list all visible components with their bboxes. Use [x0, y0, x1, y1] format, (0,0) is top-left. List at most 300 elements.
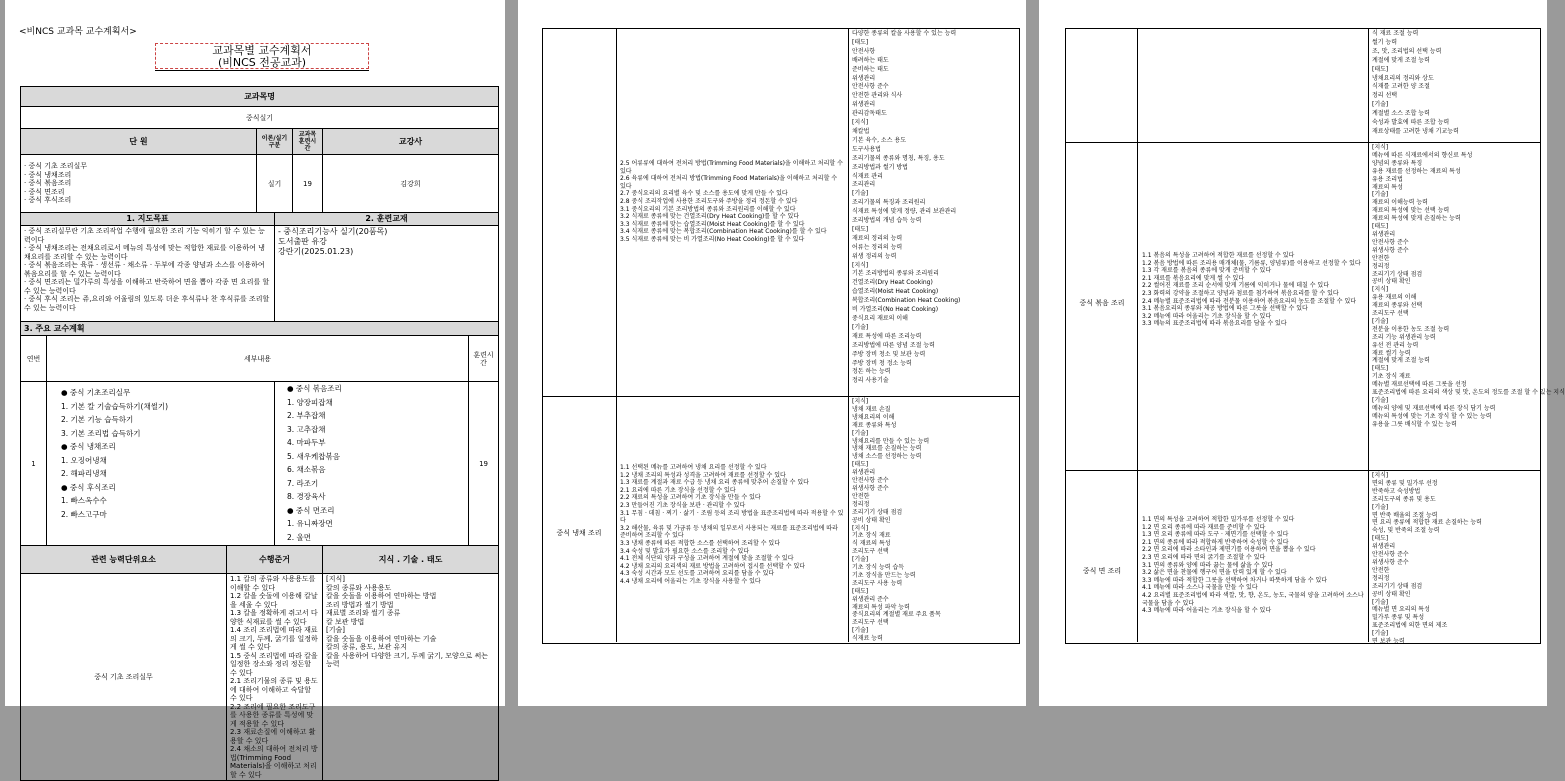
list-item: 식재료 능력: [852, 635, 883, 643]
col-ksa: 지식 . 기술 . 태도: [323, 546, 499, 574]
list-item: 유용 조리법: [1372, 175, 1403, 183]
list-item: 도구사용법: [852, 145, 881, 153]
list-item: 조, 맛, 조리법의 선택 능력: [1372, 47, 1442, 55]
list-item: 밀가루 종류 및 특성: [1372, 614, 1425, 622]
ksa-cell: [323, 574, 499, 781]
list-item: 계절별 소스 조합 능력: [1372, 110, 1430, 118]
list-item: [기술]: [326, 626, 345, 634]
list-item: ● 중식 기초조리실무: [61, 388, 131, 397]
list-item: [지식]: [852, 261, 869, 269]
list-item: 4. 마파두부: [287, 438, 326, 447]
list-item: 2.3 면 요리에 따라 면의 굵기를 조절할 수 있다: [1142, 553, 1266, 561]
list-item: 안전사항 준수: [1372, 551, 1409, 559]
page-1: [5, 0, 505, 779]
col-type: 이론/실기 구분: [257, 129, 293, 155]
list-item: 안전한: [1372, 254, 1390, 262]
list-item: · 중식 면조리: [24, 187, 65, 196]
list-item: 식 재료 조절 능력: [1372, 30, 1419, 37]
p2-top-criteria: [620, 160, 844, 244]
list-item: 2.2 썰어진 재료를 조리 순서에 맞게 기름에 익히거나 물에 데칠 수 있다: [1142, 282, 1330, 290]
p2-top-ksa: [852, 30, 1016, 386]
page3-col-divider-1: [1137, 28, 1138, 642]
criteria-list: [230, 575, 319, 779]
list-item: 안전한: [1372, 566, 1390, 574]
list-item: 2. 기본 기능 습득하기: [61, 415, 134, 424]
list-item: 메뉴별 재료선택에 따른 그릇을 선정: [1372, 381, 1467, 389]
plan-header: 3. 주요 교수계획: [21, 322, 499, 336]
list-item: 1. 오징어냉채: [61, 455, 107, 465]
list-item: 1.5 중식 조리법에 따라 칼을 일정한 장소와 정리 정돈할 수 있다: [230, 651, 318, 677]
list-item: 면 보관 능력: [1372, 638, 1405, 646]
content-left: [47, 382, 275, 546]
list-item: 2.7 중식요리의 요리별 육수 및 소스를 용도에 맞게 만들 수 있다: [620, 190, 788, 198]
list-item: [기술]: [1372, 317, 1389, 325]
list-item: [태도]: [852, 225, 869, 233]
list-item: 2.6 육류에 대하여 전처리 방법(Trimming Food Materials)을 이해하고 처리할 수 있다: [620, 175, 838, 190]
list-item: 냉채 재료를 손질하는 능력: [852, 445, 922, 453]
list-item: 조리기물의 종류와 명칭, 특징, 용도: [852, 154, 945, 162]
goal-list: [24, 227, 271, 312]
list-item: 1. 빠스옥수수: [61, 496, 107, 505]
list-item: 표준조리법에 따른 요리의 색상 및 맛, 온도의 정도를 조절 할 수 있는 지식: [1372, 389, 1565, 397]
list-item: 메뉴에 따른 식재료에서의 향신료 특성: [1372, 151, 1473, 159]
page-2: [518, 0, 1026, 706]
list-item: 3.1 무침 · 데침 · 찌기 · 삶기 · 조림 등의 조리 방법을 표준조리법에 따라 적용할 수 있다: [620, 509, 844, 525]
title-underline: [155, 70, 369, 71]
list-item: 중식요리의 계절별 재료 주요 품목: [852, 611, 941, 619]
p2-bottom-label: 중식 냉채 조리: [556, 529, 602, 537]
page-title: [155, 43, 369, 69]
list-item: 위생 정리의 능력: [852, 252, 897, 260]
page3-row-divider-1: [1065, 142, 1540, 143]
list-item: 기초 장식 능력 습득: [852, 564, 905, 572]
list-item: 재료의 특성 파악 능력: [852, 603, 910, 611]
p3-mid-label: 중식 볶음 조리: [1079, 299, 1125, 307]
list-item: 전분을 이용한 농도 조절 능력: [1372, 325, 1450, 333]
criteria-cell: [227, 574, 323, 781]
content-left-list: [61, 386, 271, 521]
list-item: [기술]: [852, 556, 869, 564]
list-item: 3.5 식재료 종류에 맞는 비 가열조리(No Heat Cooking)를 할 수 있다: [620, 235, 805, 243]
list-item: 위생사항 준수: [1372, 558, 1409, 566]
list-item: [지식]: [852, 524, 869, 532]
title-line-1: 교과목별 교수계획서: [212, 44, 312, 57]
list-item: 4.3 숙성 시간과 모도 선도를 고려하여 요리를 담을 수 있다: [620, 570, 775, 578]
list-item: 조리방법과 썰기 방법: [852, 163, 908, 171]
list-item: 조리도구 선택: [852, 548, 889, 556]
list-item: 재료상태를 고려한 냉채 기교능력: [1372, 127, 1459, 135]
list-item: 3.1 중식요리의 기본 조리방법의 종류와 조리원리를 이해할 수 있다: [620, 205, 796, 213]
list-item: 공비 상태 확인: [1372, 590, 1411, 598]
list-item: 반죽하고 숙성방법: [1372, 487, 1421, 495]
list-item: 3.3 식재료 종류에 맞는 습열조리(Moist Heat Cooking)를 할 수 있다: [620, 220, 805, 228]
list-item: 3. 기본 조리법 습득하기: [61, 428, 141, 438]
row-no: 1: [21, 382, 47, 546]
list-item: 조리 방법과 썰기 방법: [326, 600, 394, 609]
list-item: 1.1 볶음의 특성을 고려하여 적합한 재료를 선정할 수 있다: [1142, 252, 1295, 259]
list-item: 식재료 특성에 맞게 정량, 관리 보관관리: [852, 208, 957, 216]
list-item: 표준조리법에 의한 면의 제조: [1372, 622, 1448, 630]
list-item: 1.1 면의 특성을 고려하여 적합한 밀가루를 선정할 수 있다: [1142, 516, 1295, 523]
page-3: [1039, 0, 1565, 706]
p3-mid-criteria: [1142, 252, 1364, 328]
col-time: 훈련시간: [469, 336, 499, 382]
list-item: 안전한: [852, 492, 870, 500]
row-time: 19: [469, 382, 499, 546]
list-item: 2.2 재료의 특성을 고려하여 기초 장식을 만들 수 있다: [620, 494, 761, 502]
list-item: 1.3 칼을 정확하게 쥐고서 다양한 식재료를 썰 수 있다: [230, 609, 318, 626]
list-item: 1. 기본 칼 기술습득하기(채썰기): [61, 401, 169, 411]
list-item: 유용을 그릇 배식할 수 있는 능력: [1372, 420, 1457, 428]
list-item: 재료의 특성: [1372, 183, 1403, 191]
list-item: 안전사항: [852, 47, 876, 55]
list-item: 위생관리: [852, 101, 876, 109]
list-item: 재료 종류와 특성: [852, 421, 897, 429]
list-item: 2. 빠스고구마: [61, 509, 107, 519]
list-item: 계절에 맞게 조절 능력: [1372, 357, 1430, 365]
list-item: 습열조리(Moist Heat Cooking): [852, 288, 939, 296]
list-item: 2. 부추잡채: [287, 411, 326, 420]
list-item: 조리도구의 종류 및 용도: [1372, 495, 1436, 503]
list-item: 정돈 하는 능력: [852, 368, 891, 376]
list-item: ● 중식 면조리: [287, 505, 335, 515]
list-item: 2.5 어류류에 대하여 전처리 방법(Trimming Food Materials)을 이해하고 처리할 수 있다: [620, 160, 843, 175]
subject-header: 교과목명: [21, 87, 499, 107]
type-value: 실기: [257, 155, 293, 213]
list-item: 2.1 면의 종류에 따라 적합하게 반죽하여 숙성할 수 있다: [1142, 538, 1289, 546]
list-item: 배려하는 태도: [852, 56, 889, 64]
list-item: · 중식 조리실무란 기초 조리작업 수행에 필요한 조리 기능 익히기 할 수 있는 능력이다: [24, 227, 265, 244]
list-item: ● 중식 볶음조리: [287, 384, 342, 393]
list-item: 재료별 조리와 썰기 종류: [326, 609, 401, 617]
list-item: 3.2 메뉴에 따라 어울리는 기초 장식을 할 수 있다: [1142, 312, 1272, 320]
list-item: 2.1 조리기물의 종류 및 용도에 대하여 이해하고 숙달할 수 있다: [230, 677, 318, 702]
list-item: 준비하는 태도: [852, 65, 889, 73]
list-item: 다양한 종류의 칼을 사용할 수 있는 능력: [852, 30, 957, 37]
list-item: 조리도구 선택: [1372, 310, 1409, 318]
list-item: [태도]: [1372, 223, 1389, 231]
list-item: 식 재료의 특성: [852, 540, 891, 548]
p3-top-ksa: [1372, 30, 1536, 137]
col-hours: 교과목 훈련시간: [293, 129, 323, 155]
list-item: 재료의 이해능력 능력: [1372, 199, 1428, 207]
materials-header: 2. 훈련교재: [275, 213, 499, 226]
p3-bot-ksa: [1372, 472, 1536, 646]
list-item: [태도]: [852, 461, 869, 469]
list-item: 3.3 냉채 종류에 따른 적합한 소스를 선택하여 조리할 수 있다: [620, 539, 781, 547]
list-item: 안전사항 준수: [852, 477, 889, 485]
list-item: 2.1 요리에 따른 기초 장식을 선정할 수 있다: [620, 486, 736, 494]
col-no: 연번: [21, 336, 47, 382]
list-item: 공비 상태 확인: [852, 516, 891, 524]
list-item: 4.2 냉채 요리의 요리색의 재료 방법을 고려하여 접시를 선택할 수 있다: [620, 562, 806, 570]
list-item: 기초 장식 재료: [1372, 373, 1411, 381]
list-item: 2.4 채소의 대하여 전처리 방법(Trimming Food Materials)을 이해하고 처리할 수 있다: [230, 745, 318, 779]
list-item: 중식요리 재료의 이해: [852, 315, 908, 322]
list-item: 냉채 재료 손질: [852, 405, 891, 413]
list-item: 재료의 종류와 선택: [1372, 302, 1423, 310]
list-item: 위생관리: [1372, 543, 1396, 551]
title-line-2: (비NCS 전공교과): [217, 56, 307, 69]
list-item: 위생관리: [852, 74, 876, 82]
list-item: 3.3 메뉴의 표준조리법에 따라 볶음요리를 담을 수 있다: [1142, 320, 1287, 328]
col-content: 세부내용: [47, 336, 469, 382]
list-item: 위생관리: [1372, 230, 1396, 238]
list-item: 건열조리(Dry Heat Cooking): [852, 279, 933, 287]
list-item: 위생관리 준수: [852, 595, 889, 603]
list-item: 1.2 칼을 숫돌에 이용해 칼날을 세울 수 있다: [230, 592, 318, 609]
list-item: 칼의 종류, 용도, 보관 유지: [326, 643, 407, 651]
plan-table: [20, 86, 499, 781]
list-item: 1.1 선택된 메뉴를 고려하여 냉채 요리를 선정할 수 있다: [620, 464, 767, 471]
list-item: 안전한 관리와 식사: [852, 92, 903, 100]
list-item: 정리 선택: [1372, 92, 1398, 100]
list-item: 복합조리(Combination Heat Cooking): [852, 297, 961, 305]
list-item: [지식]: [852, 398, 869, 405]
list-item: 6. 채소볶음: [287, 465, 326, 474]
list-item: 면 반죽 배율의 조절 능력: [1372, 511, 1438, 519]
list-item: 유용 재료를 선정하는 재료의 특성: [1372, 167, 1461, 175]
list-item: 1.3 재료를 계절과 재료 수급 등 냉채 요리 종류에 맞추어 손질할 수 있다: [620, 479, 809, 487]
list-item: 2. 해파리냉채: [61, 469, 107, 478]
list-item: 식재를 고려한 양 조절: [1372, 83, 1430, 91]
list-item: 유선 전 관리 능력: [1372, 341, 1419, 349]
list-item: ● 중식 냉채조리: [61, 442, 116, 451]
list-item: 1.4 조리 조리법에 따라 재료의 크기, 두께, 굵기를 일정하게 썰 수 있다: [230, 626, 318, 651]
list-item: 3.1 볶음요리의 종류와 제공 방법에 따른 그릇을 선택할 수 있다: [1142, 305, 1308, 313]
list-item: 정리정: [852, 500, 870, 508]
list-item: 3.2 식재료 종류에 맞는 건열조리(Dry Heat Cooking)를 할 수 있다: [620, 213, 800, 221]
list-item: 재료 썰기 능력: [1372, 349, 1411, 357]
list-item: [기술]: [1372, 101, 1389, 109]
list-item: · 중식 후식조리: [24, 196, 72, 205]
list-item: [기술]: [1372, 191, 1389, 199]
list-item: 5. 새우케찹볶음: [287, 451, 341, 461]
list-item: 조리방법에 따른 양념 조절 능력: [852, 341, 935, 349]
list-item: 기본 육수, 소스 용도: [852, 136, 906, 144]
list-item: 면의 종류 및 밀가루 선정: [1372, 479, 1438, 487]
list-item: 3.4 식재료 종류에 맞는 복합조리(Combination Heat Cooking)를 할 수 있다: [620, 228, 827, 236]
list-item: 어류는 정리의 능력: [852, 243, 903, 251]
doc-tag: <비NCS 교과목 교수계획서>: [19, 27, 137, 37]
list-item: 4.2 요리별 표준조리법에 따라 색깔, 맛, 향, 온도, 농도, 국물의 양을 고려하여 소스나 국물을 담을 수 있다: [1142, 591, 1364, 607]
page2-row-divider: [542, 396, 1019, 397]
ksa-list: [326, 575, 495, 669]
material-line: 강란기(2025.01.23): [278, 247, 354, 256]
list-item: [태도]: [852, 587, 869, 595]
teacher-value: 김강희: [323, 155, 499, 213]
list-item: [지식]: [326, 575, 345, 583]
goals-header: 1. 지도목표: [21, 213, 275, 226]
page3-row-divider-2: [1065, 470, 1540, 471]
list-item: · 중식 냉채조리는 전채요리로서 메뉴의 특성에 맞는 적합한 재료를 이용하여 냉채요리를 조리할 수 있는 능력이다: [24, 244, 265, 261]
list-item: 기초 장식을 만드는 능력: [852, 571, 916, 579]
list-item: 4.1 전체 식단의 양과 구성을 고려하여 계절에 맞을 조절할 수 있다: [620, 555, 794, 563]
list-item: · 중식 후식 조리는 쥬,요리와 어울림의 있도록 더운 후식류나 찬 후식류를 조리할 수 있는 능력이다: [24, 295, 270, 312]
subject-name: 중식실기: [21, 107, 499, 129]
list-item: 칼 보관 방법: [326, 617, 365, 626]
list-item: 칼을 숫돌을 이용하여 연마하는 기술: [326, 634, 437, 643]
list-item: [기술]: [852, 323, 869, 331]
p2-bottom-ksa: [852, 398, 1016, 643]
goals-cell: [21, 226, 275, 322]
list-item: 숙성과 발효에 따른 조합 능력: [1372, 119, 1450, 127]
list-item: 1.3 각 재료를 볶음의 종류에 맞게 준비할 수 있다: [1142, 267, 1272, 275]
list-item: 1.2 볶음 방법에 따른 조리용 매개체(물, 기름류, 양념류)를 이용하고 선정할 수 있다: [1142, 259, 1361, 267]
list-item: 위생사항 준수: [1372, 246, 1409, 254]
list-item: 위생사항 준수: [852, 484, 889, 492]
list-item: 정리 사용기술: [852, 377, 889, 385]
unit-list: [24, 162, 253, 205]
list-item: 썰기 능력: [1372, 38, 1398, 46]
list-item: · 중식 면조리는 밀가루의 특성을 이해하고 반죽하여 면을 뽑아 각종 면 요리를 할 수 있는 능력이다: [24, 278, 270, 295]
list-item: 4.4 냉채 요리에 어울리는 기초 장식을 사용할 수 있다: [620, 577, 761, 585]
list-item: 관리감독태도: [852, 110, 887, 118]
list-item: [지식]: [1372, 286, 1389, 294]
list-item: · 중식 볶음조리: [24, 179, 72, 188]
list-item: 식재료 관리: [852, 172, 883, 180]
list-item: 조리관리: [852, 181, 876, 189]
list-item: 공비 상태 확인: [1372, 278, 1411, 286]
list-item: 유용 재료의 이해: [1372, 294, 1417, 302]
list-item: [기술]: [852, 190, 869, 198]
list-item: 양념의 종류와 특징: [1372, 159, 1423, 167]
page3-col-divider-2: [1368, 28, 1369, 642]
list-item: 숙성, 및 반죽의 조절 능력: [1372, 527, 1440, 535]
list-item: 비 가열조리(No Heat Cooking): [852, 306, 939, 314]
hours-value: 19: [293, 155, 323, 213]
list-item: [기술]: [1372, 503, 1389, 511]
list-item: 냉채 소스를 선정하는 능력: [852, 453, 922, 461]
col-unit: 단 원: [21, 129, 257, 155]
list-item: 재료의 특성에 맞는 선택 능력: [1372, 207, 1450, 215]
list-item: 1.1 칼의 종류와 사용용도를 이해할 수 있다: [230, 575, 316, 592]
list-item: 메뉴의 특성에 맞는 기초 장식 할 수 있는 능력: [1372, 412, 1492, 420]
p3-bot-criteria: [1142, 516, 1364, 615]
list-item: 2.3 화력의 강약을 조절하고 양념과 첨료를 첨가하여 볶음요리를 할 수 있다: [1142, 289, 1339, 297]
p3-bot-label: 중식 면 조리: [1082, 567, 1122, 575]
list-item: 재료 특성에 따른 조리능력: [852, 332, 922, 340]
list-item: 조리 기능 위생관리 능력: [1372, 333, 1436, 341]
list-item: [기술]: [1372, 397, 1389, 404]
list-item: 정리정: [1372, 574, 1390, 582]
list-item: 2.3 만들어진 기초 장식을 보관 · 관리할 수 있다: [620, 501, 746, 509]
list-item: [기술]: [1372, 598, 1389, 606]
list-item: 2.4 메뉴별 표준조리법에 따라 전분물 이용하여 볶음요리의 농도를 조절할 수 있다: [1142, 297, 1357, 305]
list-item: 조리기기 상태 점검: [1372, 582, 1423, 590]
list-item: 1.2 면 요리 종류에 따라 재료를 준비할 수 있다: [1142, 523, 1266, 531]
list-item: [기술]: [1372, 630, 1389, 638]
list-item: 재료의 정리의 능력: [852, 234, 903, 242]
list-item: 2.1 재료를 볶음요리에 맞게 썰 수 있다: [1142, 274, 1245, 282]
list-item: 1. 양장피잡채: [287, 397, 333, 407]
list-item: 2.3 재료손질에 이해하고 활용할 수 있다: [230, 728, 316, 745]
list-item: 칼을 사용하여 다양한 크기, 두께 굵기, 모양으로 써는 능력: [326, 651, 489, 668]
list-item: 정리정: [1372, 262, 1390, 270]
list-item: 재료의 특성에 맞게 손질하는 능력: [1372, 215, 1461, 223]
list-item: · 중식 기초 조리실무: [24, 162, 87, 171]
list-item: 조리기기 상태 점검: [1372, 270, 1423, 278]
list-item: 8. 경장육사: [287, 492, 326, 501]
list-item: 조리도구 사용 능력: [852, 579, 903, 587]
list-item: [태도]: [852, 38, 869, 46]
list-item: 1.2 냉채 조리의 특성과 성격을 고려하여 재료를 선정할 수 있다: [620, 471, 786, 479]
material-line: 도서출판 유강: [278, 237, 327, 246]
list-item: [태도]: [1372, 65, 1389, 73]
list-item: 조리방법의 개념 습득 능력: [852, 217, 922, 225]
list-item: 칼을 숫돌을 이용하여 연마하는 방법: [326, 592, 437, 600]
list-item: [태도]: [1372, 365, 1389, 373]
list-item: [기술]: [852, 627, 869, 635]
list-item: 채칼법: [852, 127, 870, 135]
page2-col-divider-2: [848, 28, 849, 642]
list-item: ● 중식 후식조리: [61, 482, 116, 492]
list-item: 면 요리 종류에 적합한 재료 손질하는 능력: [1372, 519, 1482, 527]
p2-bottom-criteria: [620, 464, 844, 586]
list-item: 메뉴의 양에 및 재료선택에 따른 장식 담기 능력: [1372, 404, 1496, 412]
list-item: · 중식 냉채조리: [24, 170, 72, 179]
list-item: 주방 장비 청소 및 보관 능력: [852, 350, 926, 358]
content-right-list: [287, 382, 465, 544]
list-item: · 중식 볶음조리는 육류 · 생선류 · 채소류 · 두부에 각종 양념과 소스를 이용하여 볶음요리를 할 수 있는 능력이다: [24, 261, 265, 278]
materials-cell: [275, 226, 499, 322]
related-label: 중식 기초 조리실무: [21, 574, 227, 781]
col-teacher: 교강사: [323, 129, 499, 155]
list-item: [지식]: [1372, 144, 1389, 151]
list-item: 계절에 맞게 조절 능력: [1372, 56, 1430, 64]
list-item: 조리도구 선택: [852, 619, 889, 627]
list-item: 기초 장식 재료: [852, 532, 891, 540]
list-item: 2. 울면: [287, 532, 312, 542]
list-item: 냉채요리의 이해: [852, 413, 895, 421]
list-item: 조리기물의 특징과 조리원리: [852, 199, 926, 207]
list-item: 위생관리: [852, 469, 876, 477]
list-item: 7. 라조기: [287, 478, 319, 488]
col-related: 관련 능력단위요소: [21, 546, 227, 574]
list-item: 메뉴별 면 요리의 특성: [1372, 606, 1430, 614]
content-right: [275, 382, 469, 546]
col-criteria: 수행준거: [227, 546, 323, 574]
list-item: 2.8 중식 조리작업에 사용한 조리도구와 주방을 정리 정돈할 수 있다: [620, 197, 798, 205]
list-item: 3.2 해산물, 육류 및 가금류 등 냉채의 일부로서 사용되는 재료를 표준조리법에 따라 준비하여 조리할 수 있다: [620, 524, 838, 540]
list-item: [지식]: [1372, 472, 1389, 479]
list-item: 4.3 메뉴에 따라 어울리는 기초 장식을 할 수 있다: [1142, 607, 1272, 615]
units-cell: [21, 155, 257, 213]
list-item: 2.2 면 요리에 따라 소타인과 제면기를 이용하여 면을 뽑을 수 있다: [1142, 546, 1316, 554]
list-item: 1.3 면 요리 종류에 따라 도구 · 제면기를 선택할 수 있다: [1142, 531, 1289, 539]
list-item: 2.2 조리에 필요한 조리도구를 사용한 종류를 특성에 맞게 적용할 수 있다: [230, 702, 316, 728]
list-item: [기술]: [852, 429, 869, 437]
list-item: 3.1 면의 종류와 양에 따라 끓는 물에 삶을 수 있다: [1142, 561, 1274, 569]
list-item: [지식]: [852, 119, 869, 127]
list-item: 4.1 메뉴에 따라 소스나 국물을 만들 수 있다: [1142, 584, 1258, 592]
list-item: 칼의 종류와 사용용도: [326, 583, 392, 592]
list-item: 3.4 숙성 및 발효가 필요한 소스를 조리할 수 있다: [620, 547, 750, 555]
list-item: 안전사항 준수: [1372, 238, 1409, 246]
page2-col-divider-1: [616, 28, 617, 642]
list-item: [태도]: [1372, 535, 1389, 543]
list-item: 냉채요리를 만들 수 있는 능력: [852, 437, 930, 445]
list-item: 냉채요리의 정리와 상도: [1372, 74, 1434, 82]
list-item: 주방 장비 청 정소 능력: [852, 359, 912, 367]
list-item: 3.3 메뉴에 따라 적합한 그릇을 선택하여 차거나 따뜻하게 담을 수 있다: [1142, 576, 1328, 584]
list-item: 1. 유니짜장면: [287, 519, 333, 528]
list-item: 조리기기 상태 점검: [852, 508, 903, 516]
list-item: 안전사항 준수: [852, 83, 889, 91]
material-line: - 중식조리기능사 실기(20품목): [278, 227, 388, 236]
p3-mid-ksa: [1372, 144, 1565, 429]
list-item: 3.2 삶은 면을 찬물에 헹구어 면을 탄력 있게 할 수 있다: [1142, 569, 1287, 577]
